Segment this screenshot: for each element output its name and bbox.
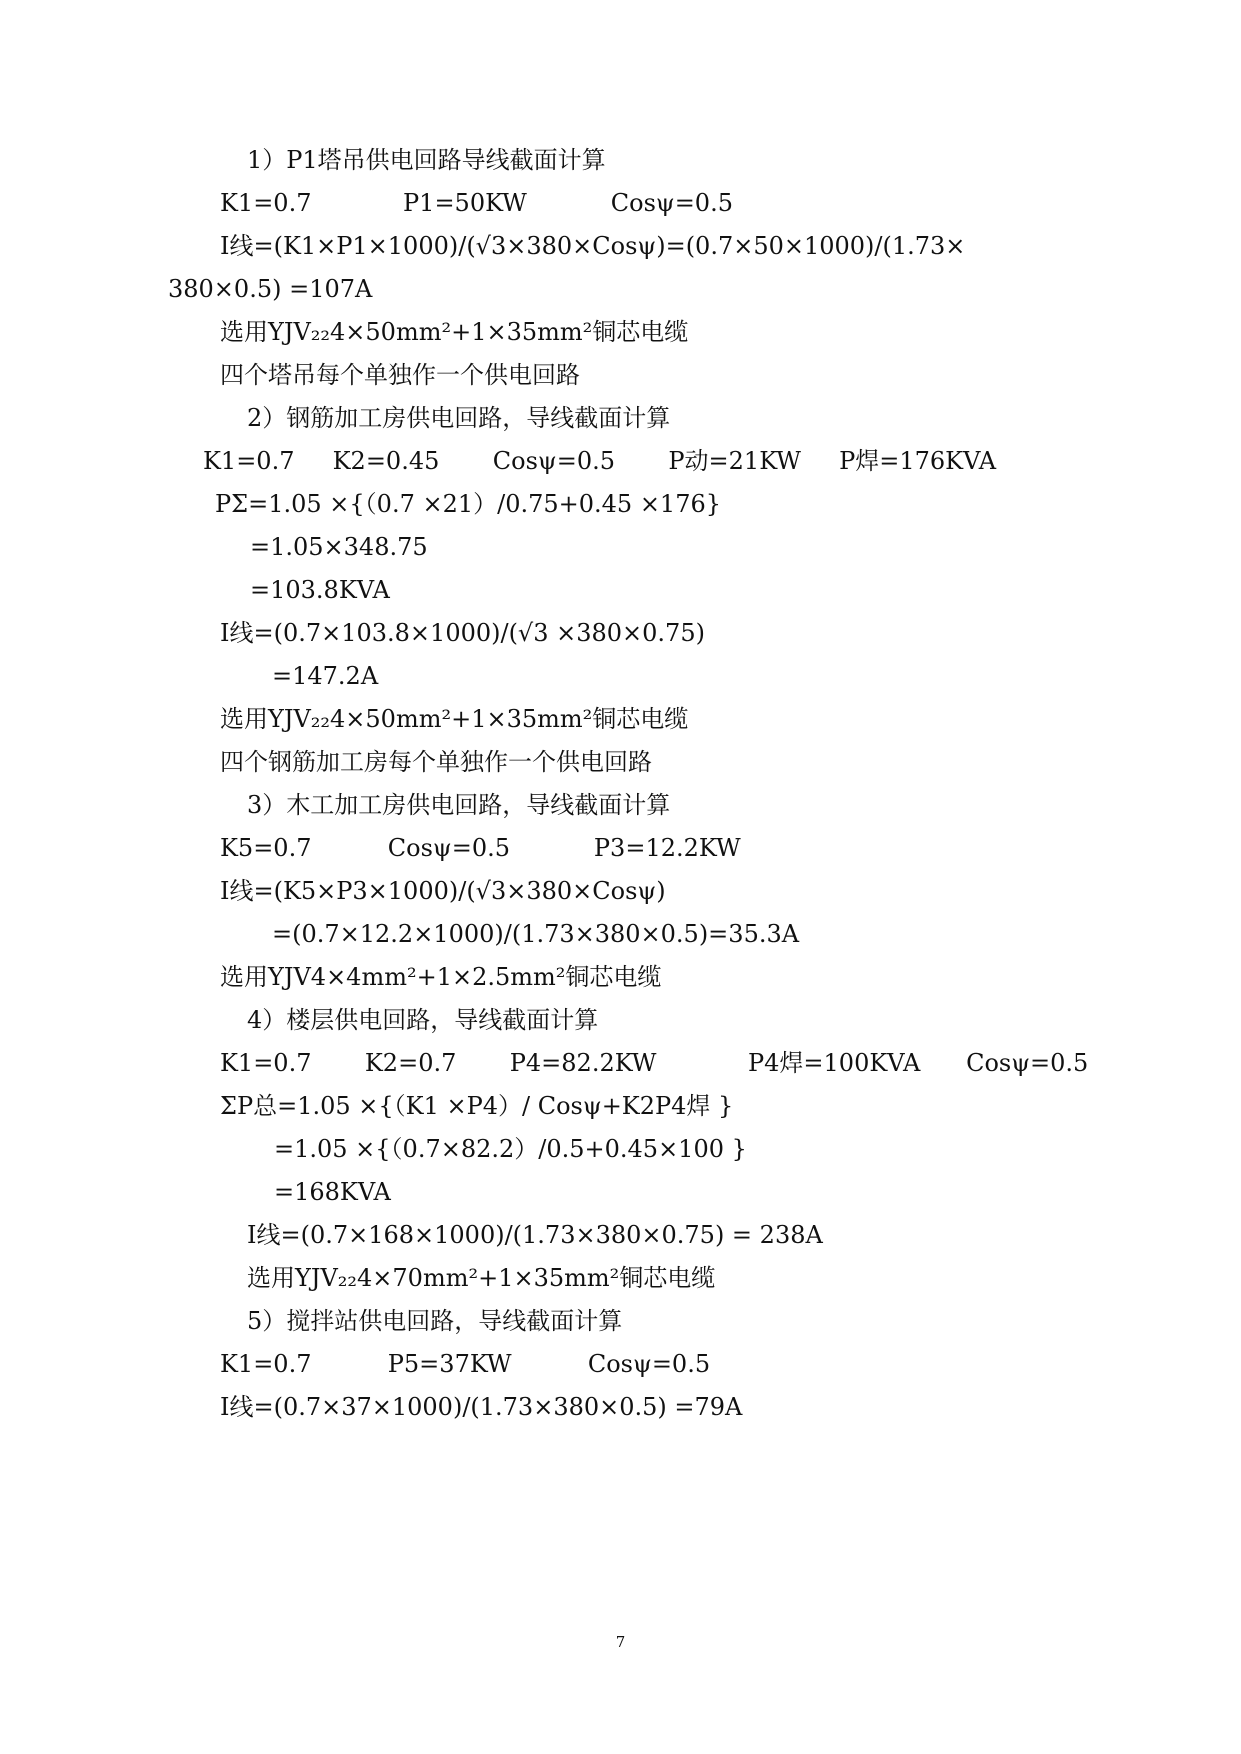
formula-line: K1=0.7 K2=0.45 Cosψ=0.5 P动=21KW P焊=176KVA [203, 447, 997, 475]
formula-line: I线=(0.7×103.8×1000)/(√3 ×380×0.75) [220, 619, 705, 647]
formula-line: PΣ=1.05 ×{（0.7 ×21）/0.75+0.45 ×176} [215, 490, 722, 518]
formula-line: K1=0.7 P1=50KW Cosψ=0.5 [220, 189, 733, 217]
formula-line: I线=(0.7×37×1000)/(1.73×380×0.5) =79A [220, 1393, 743, 1421]
section-heading-2: 2）钢筋加工房供电回路，导线截面计算 [247, 404, 671, 432]
formula-line: =147.2A [272, 662, 379, 690]
page-number: 7 [615, 1633, 626, 1651]
section-heading-1: 1）P1塔吊供电回路导线截面计算 [247, 146, 606, 174]
formula-line: K1=0.7 K2=0.7 P4=82.2KW P4焊=100KVA Cosψ=0.5 [220, 1049, 1089, 1077]
formula-line: =168KVA [274, 1178, 391, 1206]
formula-line: K1=0.7 P5=37KW Cosψ=0.5 [220, 1350, 711, 1378]
cable-selection: 选用YJV₂₂4×70mm²+1×35mm²铜芯电缆 [247, 1264, 716, 1292]
cable-selection: 选用YJV₂₂4×50mm²+1×35mm²铜芯电缆 [220, 705, 689, 733]
formula-line: ΣP总=1.05 ×{（K1 ×P4）/ Cosψ+K2P4焊 } [220, 1092, 734, 1120]
formula-line: =103.8KVA [250, 576, 390, 604]
text-line: 四个钢筋加工房每个单独作一个供电回路 [220, 748, 652, 776]
formula-line: =(0.7×12.2×1000)/(1.73×380×0.5)=35.3A [272, 920, 800, 948]
section-heading-4: 4）楼层供电回路，导线截面计算 [247, 1006, 599, 1034]
cable-selection: 选用YJV₂₂4×50mm²+1×35mm²铜芯电缆 [220, 318, 689, 346]
formula-line: I线=(K5×P3×1000)/(√3×380×Cosψ) [220, 877, 666, 905]
formula-line: I线=(K1×P1×1000)/(√3×380×Cosψ)=(0.7×50×1000)/(1.73× [220, 232, 966, 260]
formula-line: =1.05×348.75 [250, 533, 428, 561]
formula-line: =1.05 ×{（0.7×82.2）/0.5+0.45×100 } [274, 1135, 747, 1163]
formula-line: I线=(0.7×168×1000)/(1.73×380×0.75) = 238A [247, 1221, 823, 1249]
formula-line: 380×0.5) =107A [168, 275, 373, 303]
text-line: 四个塔吊每个单独作一个供电回路 [220, 361, 580, 389]
formula-line: K5=0.7 Cosψ=0.5 P3=12.2KW [220, 834, 741, 862]
cable-selection: 选用YJV4×4mm²+1×2.5mm²铜芯电缆 [220, 963, 662, 991]
section-heading-3: 3）木工加工房供电回路，导线截面计算 [247, 791, 671, 819]
section-heading-5: 5）搅拌站供电回路，导线截面计算 [247, 1307, 623, 1335]
